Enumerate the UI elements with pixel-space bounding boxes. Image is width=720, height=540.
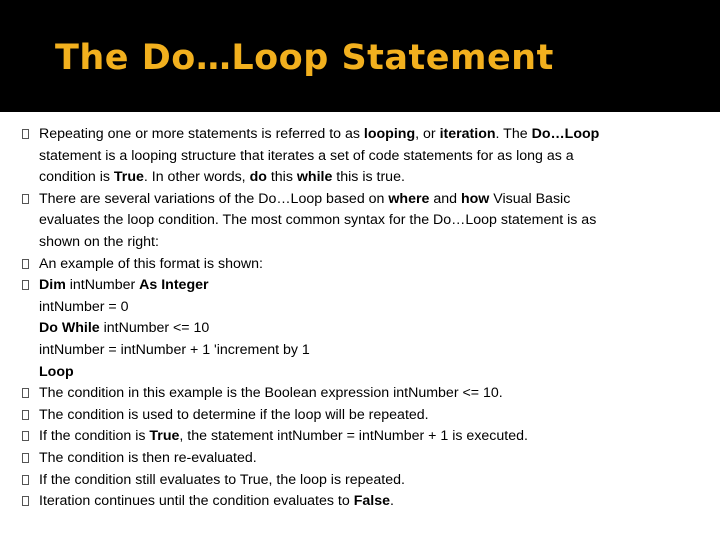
bullet-line: Iteration continues until the condition evaluates to False. [39,493,394,510]
bullet-line: The condition in this example is the Boolean expression intNumber <= 10. [39,385,503,402]
slide-title: The Do…Loop Statement [55,38,554,78]
bullet-line: intNumber = 0 [39,298,129,315]
bold-text: Do…Loop [531,126,600,142]
bullet-item [22,470,702,492]
bullet-line: An example of this format is shown: [39,255,263,272]
bold-text: Dim [39,277,66,294]
bullet-line [39,362,702,384]
bullet-item [22,383,702,405]
bullet-square-icon [22,453,29,463]
bold-text: True [113,169,144,186]
bullet-line: evaluates the loop condition. The most common syntax for the Do…Loop statement is as [39,212,597,229]
bullet-line: The condition is used to determine if the loop will be repeated. [39,406,429,423]
bullet-item [22,189,702,254]
bullet-line: shown on the right: [39,233,159,250]
bullet-item [22,448,702,470]
bullet-square-icon [22,129,29,139]
bullet-line: Repeating one or more statements is referred to as looping, or iteration. The Do…Loop [39,126,600,142]
bullet-square-icon [22,194,29,204]
bold-text: Do While [39,320,100,337]
bold-text: while [296,169,333,186]
bullet-item [22,254,702,276]
bullet-square-icon [22,475,29,485]
bullet-square-icon [22,431,29,441]
bold-text: do [249,169,267,186]
bullet-item [22,275,702,383]
bold-text: where [388,190,430,207]
bullet-line: The condition is then re-evaluated. [39,449,257,466]
bullet-line: Dim intNumber As Integer [39,277,209,294]
bullet-square-icon [22,496,29,506]
bullet-item [22,491,702,513]
bullet-line: condition is True. In other words, do this while this is true. [39,169,405,186]
bullet-item [22,405,702,427]
bold-text: Loop [39,363,74,380]
bullet-square-icon [22,259,29,269]
bullet-list [22,124,702,513]
bullet-square-icon [22,280,29,290]
bullet-item [22,124,702,189]
bullet-line: If the condition still evaluates to True, the loop is repeated. [39,471,405,488]
bullet-line: Do While intNumber <= 10 [39,320,210,337]
bullet-line: If the condition is True, the statement intNumber = intNumber + 1 is executed. [39,428,528,445]
bold-text: how [460,190,490,207]
bullet-line: There are several variations of the Do…Loop based on where and how Visual Basic [39,190,571,207]
bullet-square-icon [22,410,29,420]
bold-text: iteration [439,126,496,142]
bold-text: False [353,493,390,510]
bold-text: As Integer [139,277,209,294]
title-bar [0,0,720,112]
bullet-square-icon [22,388,29,398]
bullet-line: statement is a looping structure that iterates a set of code statements for as long as a [39,147,574,164]
bold-text: True [149,428,180,445]
bold-text: looping [363,126,416,142]
bullet-item [22,426,702,448]
bullet-line: intNumber = intNumber + 1 'increment by 1 [39,341,310,358]
